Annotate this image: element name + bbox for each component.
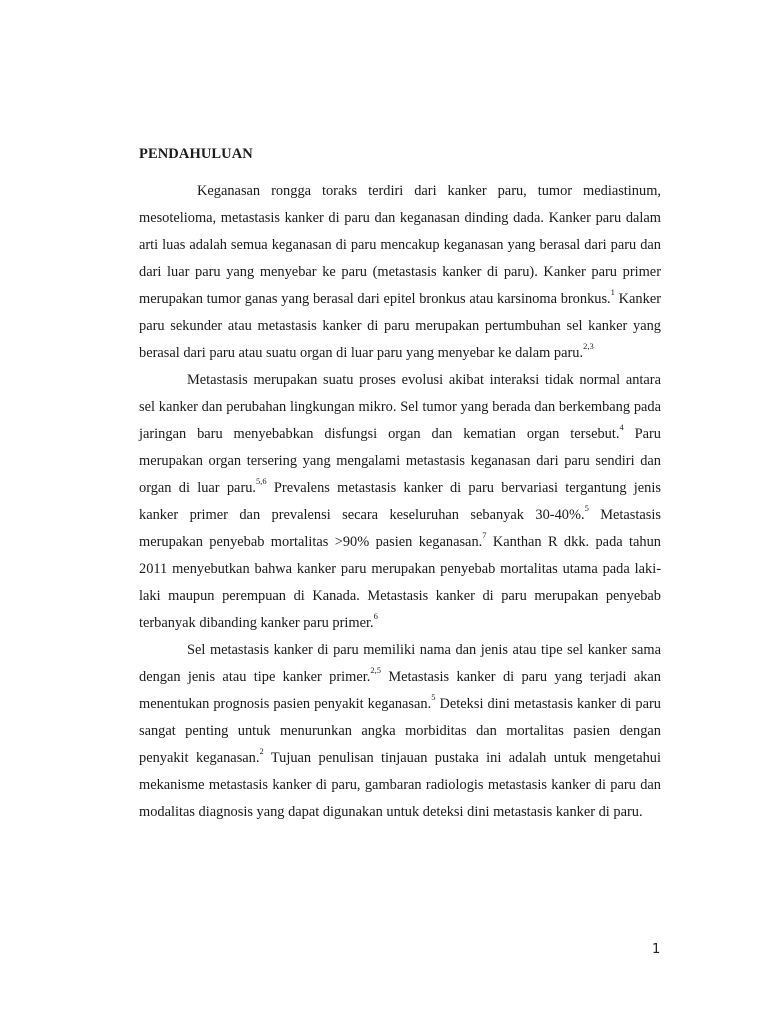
citation-superscript: 1 (610, 287, 615, 298)
page-number: 1 (652, 942, 661, 957)
body-text (139, 178, 661, 826)
text-run: Metastasis merupakan penyebab mortalitas >90% pasien keganasan. (139, 507, 661, 550)
text-run: Keganasan rongga toraks terdiri dari kanker paru, tumor mediastinum, mesotelioma, metastasis kanker di paru dan keganasan dinding dada. Kanker paru dalam arti luas adalah semua keganasan di paru mencakup keganasan yang berasal dari paru dan dari luar paru yang menyebar ke paru (metastasis kanker di paru). Kanker paru primer merupakan tumor ganas yang berasal dari epitel bronkus atau karsinoma bronkus. (139, 183, 661, 307)
text-run: Prevalens metastasis kanker di paru bervariasi tergantung jenis kanker primer dan prevalensi secara keseluruhan sebanyak 30-40%. (139, 480, 661, 523)
paragraph-3 (139, 637, 661, 826)
text-run: Metastasis merupakan suatu proses evolusi akibat interaksi tidak normal antara sel kanker dan perubahan lingkungan mikro. Sel tumor yang berada dan berkembang pada jaringan baru menyebabkan disfungsi organ dan kematian organ tersebut. (139, 372, 661, 442)
citation-superscript: 2,3 (583, 341, 594, 352)
text-run: Kanker paru sekunder atau metastasis kanker di paru merupakan pertumbuhan sel kanker yang berasal dari paru atau suatu organ di luar paru yang menyebar ke dalam paru. (139, 291, 662, 361)
citation-superscript: 2 (259, 746, 264, 757)
text-run: Paru merupakan organ tersering yang mengalami metastasis keganasan dari paru sendiri dan organ di luar paru. (139, 426, 661, 496)
text-run: Kanthan R dkk. pada tahun 2011 menyebutkan bahwa kanker paru merupakan penyebab mortalitas utama pada laki-laki maupun perempuan di Kanada. Metastasis kanker di paru merupakan penyebab terbanyak dibanding kanker paru primer. (139, 534, 661, 631)
text-run: Tujuan penulisan tinjauan pustaka ini adalah untuk mengetahui mekanisme metastasis kanker di paru, gambaran radiologis metastasis kanker di paru dan modalitas diagnosis yang dapat digunakan untuk deteksi dini metastasis kanker di paru. (139, 750, 661, 820)
citation-superscript: 7 (482, 530, 487, 541)
section-heading: PENDAHULUAN (139, 146, 253, 162)
citation-superscript: 2,5 (370, 665, 381, 676)
citation-superscript: 5,6 (256, 476, 267, 487)
citation-superscript: 4 (619, 422, 624, 433)
paragraph-2 (139, 367, 661, 637)
citation-superscript: 5 (431, 692, 436, 703)
citation-superscript: 5 (584, 503, 589, 514)
text-run: Sel metastasis kanker di paru memiliki nama dan jenis atau tipe sel kanker sama dengan jenis atau tipe kanker primer. (139, 642, 661, 685)
citation-superscript: 6 (373, 611, 378, 622)
paragraph-1 (139, 178, 661, 367)
text-run: Deteksi dini metastasis kanker di paru sangat penting untuk menurunkan angka morbiditas dan mortalitas pasien dengan penyakit keganasan. (139, 696, 661, 766)
text-run: Metastasis kanker di paru yang terjadi akan menentukan prognosis pasien penyakit keganasan. (139, 669, 661, 712)
